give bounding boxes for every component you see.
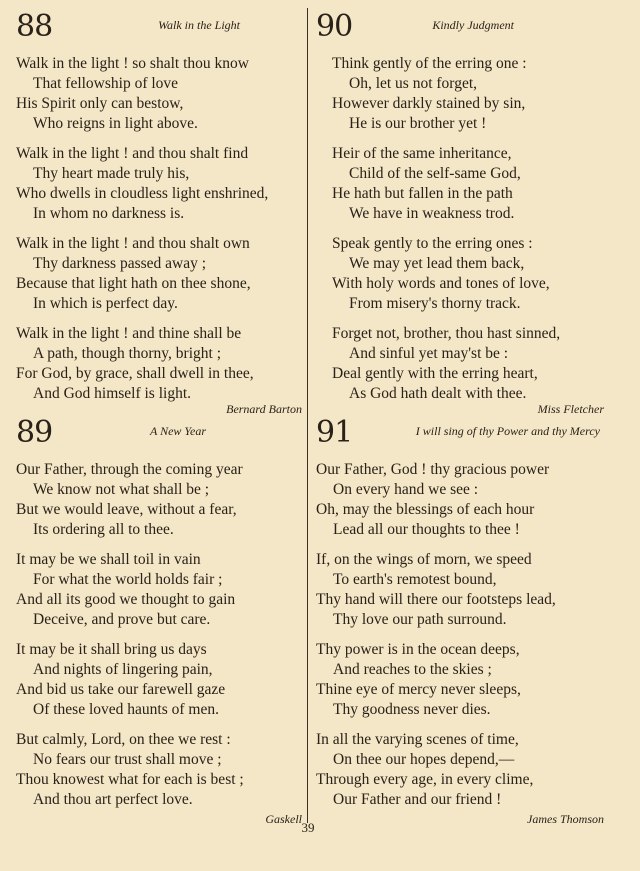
verse-line: Oh, let us not forget,	[349, 75, 478, 92]
verse-line: We have in weakness trod.	[349, 205, 515, 222]
verse-line: And God himself is light.	[33, 385, 192, 402]
stanza	[16, 550, 302, 630]
page-number: 39	[301, 820, 315, 835]
hymn-author: James Thomson	[527, 812, 604, 826]
verse-line: In which is perfect day.	[33, 295, 178, 312]
verse-line: Thy power is in the ocean deeps,	[316, 641, 520, 658]
hymn-author: Miss Fletcher	[537, 402, 604, 416]
verse-line: Think gently of the erring one :	[332, 55, 527, 72]
hymn-number: 88	[16, 9, 53, 44]
verse-line: Who reigns in light above.	[33, 115, 198, 132]
verse-line: Because that light hath on thee shone,	[16, 275, 251, 292]
stanza	[16, 324, 302, 404]
verse-line: Walk in the light ! and thine shall be	[16, 325, 242, 342]
verse-line: We know not what shall be ;	[33, 481, 210, 498]
verse-line: Thy love our path surround.	[333, 611, 507, 628]
hymn-author: Gaskell	[265, 812, 302, 826]
stanza	[316, 460, 604, 540]
hymn-91	[316, 415, 604, 826]
verse-line: However darkly stained by sin,	[332, 95, 526, 112]
verse-line: On every hand we see :	[333, 481, 479, 498]
verse-line: He is our brother yet !	[349, 115, 487, 132]
stanza	[316, 640, 604, 720]
verse-line: And all its good we thought to gain	[16, 591, 236, 608]
verse-line: Heir of the same inheritance,	[332, 145, 512, 162]
verse-line: And reaches to the skies ;	[333, 661, 492, 678]
verse-line: No fears our trust shall move ;	[33, 751, 222, 768]
column-divider	[307, 8, 308, 823]
verse-line: A path, though thorny, bright ;	[33, 345, 221, 362]
verse-line: In whom no darkness is.	[33, 205, 185, 222]
verse-line: For what the world holds fair ;	[33, 571, 223, 588]
stanza	[16, 234, 302, 314]
verse-line: Lead all our thoughts to thee !	[333, 521, 520, 538]
verse-line: He hath but fallen in the path	[332, 185, 513, 202]
verse-line: It may be it shall bring us days	[16, 641, 207, 658]
verse-line: But calmly, Lord, on thee we rest :	[16, 731, 231, 748]
verse-line: Our Father and our friend !	[333, 791, 502, 808]
verse-line: Of these loved haunts of men.	[33, 701, 219, 718]
hymn-author: Bernard Barton	[226, 402, 302, 416]
verse-line: His Spirit only can bestow,	[16, 95, 184, 112]
stanza	[16, 460, 302, 540]
hymn-title: Kindly Judgment	[432, 18, 514, 32]
verse-line: Who dwells in cloudless light enshrined,	[16, 185, 269, 202]
hymn-number: 91	[316, 415, 353, 450]
verse-line: That fellowship of love	[33, 75, 179, 92]
verse-line: Child of the self-same God,	[349, 165, 521, 182]
stanza	[16, 54, 302, 134]
verse-line: For God, by grace, shall dwell in thee,	[16, 365, 254, 382]
verse-line: If, on the wings of morn, we speed	[316, 551, 532, 568]
stanzas	[16, 54, 302, 404]
verse-line: And sinful yet may'st be :	[349, 345, 509, 362]
verse-line: Walk in the light ! so shalt thou know	[16, 55, 249, 72]
verse-line: To earth's remotest bound,	[333, 571, 497, 588]
hymn-89	[16, 415, 302, 826]
verse-line: As God hath dealt with thee.	[349, 385, 527, 402]
stanza	[16, 730, 302, 810]
verse-line: Its ordering all to thee.	[33, 521, 174, 538]
verse-line: We may yet lead them back,	[349, 255, 525, 272]
verse-line: Forget not, brother, thou hast sinned,	[332, 325, 561, 342]
stanzas	[16, 460, 302, 810]
verse-line: Thy goodness never dies.	[333, 701, 491, 718]
hymn-title: A New Year	[149, 424, 206, 438]
verse-line: Speak gently to the erring ones :	[332, 235, 533, 252]
hymn-title: Walk in the Light	[158, 18, 240, 32]
verse-line: Oh, may the blessings of each hour	[316, 501, 535, 518]
verse-line: It may be we shall toil in vain	[16, 551, 201, 568]
stanza	[332, 144, 604, 224]
verse-line: And bid us take our farewell gaze	[16, 681, 226, 698]
verse-line: Our Father, through the coming year	[16, 461, 243, 478]
hymn-title: I will sing of thy Power and thy Mercy	[415, 424, 600, 438]
hymn-number: 89	[16, 415, 53, 450]
verse-line: Through every age, in every clime,	[316, 771, 534, 788]
verse-line: Our Father, God ! thy gracious power	[316, 461, 550, 478]
stanzas	[316, 460, 604, 810]
verse-line: Thy heart made truly his,	[33, 165, 190, 182]
hymn-number: 90	[316, 9, 353, 44]
verse-line: On thee our hopes depend,—	[333, 751, 515, 768]
verse-line: Thy darkness passed away ;	[33, 255, 207, 272]
stanza	[332, 234, 604, 314]
stanza	[16, 640, 302, 720]
stanza	[332, 54, 604, 134]
stanza	[16, 144, 302, 224]
verse-line: Deceive, and prove but care.	[33, 611, 211, 628]
stanza	[332, 324, 604, 404]
verse-line: In all the varying scenes of time,	[316, 731, 519, 748]
stanza	[316, 550, 604, 630]
verse-line: Thy hand will there our footsteps lead,	[316, 591, 556, 608]
verse-line: But we would leave, without a fear,	[16, 501, 237, 518]
verse-line: Thou knowest what for each is best ;	[16, 771, 244, 788]
verse-line: With holy words and tones of love,	[332, 275, 550, 292]
hymn-88	[16, 9, 302, 416]
verse-line: From misery's thorny track.	[349, 295, 521, 312]
verse-line: And thou art perfect love.	[33, 791, 193, 808]
verse-line: Thine eye of mercy never sleeps,	[316, 681, 521, 698]
stanza	[316, 730, 604, 810]
stanzas	[332, 54, 604, 404]
verse-line: Walk in the light ! and thou shalt own	[16, 235, 250, 252]
hymn-90	[316, 9, 604, 416]
verse-line: Walk in the light ! and thou shalt find	[16, 145, 249, 162]
verse-line: Deal gently with the erring heart,	[332, 365, 538, 382]
verse-line: And nights of lingering pain,	[33, 661, 213, 678]
